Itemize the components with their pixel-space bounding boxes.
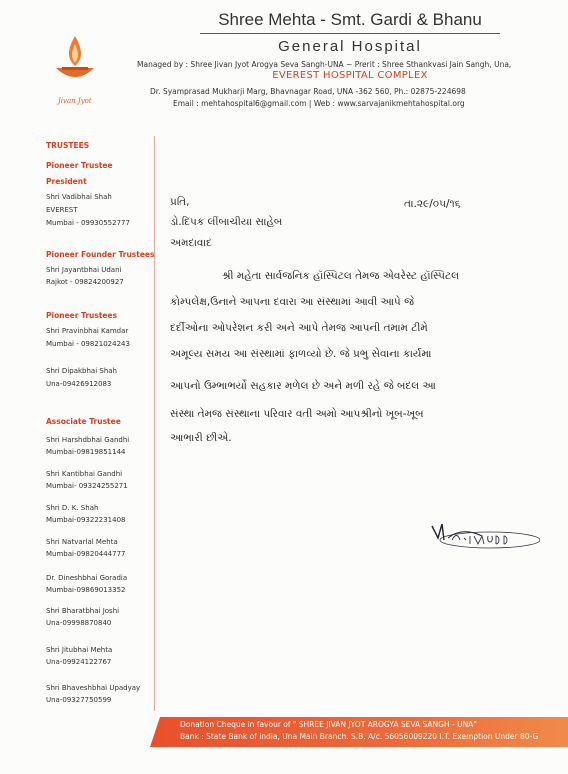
associate-name: Dr. Dineshbhai Goradia: [46, 574, 128, 582]
associate-name: Shri Harshdbhai Gandhi: [46, 436, 130, 444]
hospital-subtitle: General Hospital: [278, 38, 422, 55]
body-line: આભારી છીએ.: [170, 432, 232, 444]
associate-phone: Una-09327750599: [46, 696, 112, 704]
body-line: આપનો ઉમ્ભાભર્યો સહકાર મળેલ છે અને મળી રહે જે બદલ આ: [170, 380, 436, 392]
complex-name: EVEREST HOSPITAL COMPLEX: [272, 70, 428, 81]
managed-by-line: Managed by : Shree Jivan Jyot Arogya Seva Sangh-UNA ~ Prerit : Shree Sthankvasi Jain Sangh, Una,: [137, 60, 512, 69]
body-line: સંસ્થા તેમજ સંસ્થાના પરિવાર વતી અમો આપશ્રીનો ખૂબ-ખૂબ: [170, 408, 424, 420]
associate-name: Shri Natvarlal Mehta: [46, 538, 118, 546]
associate-name: Shri D. K. Shah: [46, 504, 99, 512]
trustee-phone: Una-09426912083: [46, 380, 112, 388]
pioneer-trustee-heading: Pioneer Trustee: [46, 161, 113, 170]
associate-phone: Una-09998870840: [46, 619, 112, 627]
trustee-name: Shri Pravinbhai Kamdar: [46, 327, 129, 335]
founder-phone: Rajkot - 09824200927: [46, 278, 124, 286]
sidebar-divider: [154, 136, 155, 711]
founder-name: Shri Jayantbhai Udani: [46, 266, 122, 274]
letter-date: તા.૨૯/૦૫/૧૬: [404, 198, 461, 210]
associate-heading: Associate Trustee: [46, 417, 121, 426]
president-org: EVEREST: [46, 206, 78, 214]
president-phone: Mumbai - 09930552777: [46, 219, 130, 227]
pioneer-trustees-heading: Pioneer Trustees: [46, 311, 118, 320]
handwritten-signature: [430, 518, 540, 552]
associate-phone: Una-09924122767: [46, 658, 112, 666]
header-divider: [200, 33, 500, 34]
associate-name: Shri Kantibhai Gandhi: [46, 470, 123, 478]
diya-lamp-logo: [52, 34, 98, 88]
associate-name: Shri Bhaveshbhai Upadyay: [46, 684, 141, 692]
trustee-phone: Mumbai - 09821024243: [46, 340, 130, 348]
associate-name: Shri Bharatbhai Joshi: [46, 607, 120, 615]
trustees-heading: TRUSTEES: [46, 141, 90, 150]
associate-phone: Mumbai-09322231408: [46, 516, 126, 524]
salutation: પ્રતિ,: [170, 196, 190, 208]
body-line: શ્રી મહેતા સાર્વજનિક હૉસ્પિટલ તેમજ એવરેસ્ટ હૉસ્પિટલ: [222, 270, 460, 282]
associate-phone: Mumbai-09819851144: [46, 448, 126, 456]
contact-line: Email : mehtahospital6@gmail.com | Web : www.sarvajanikmehtahospital.org: [173, 99, 465, 108]
associate-name: Shri Jitubhai Mehta: [46, 646, 113, 654]
president-name: Shri Vadibhai Shah: [46, 193, 112, 201]
associate-phone: Mumbai- 09324255271: [46, 482, 128, 490]
body-line: કોમ્પલેક્ષ,ઉનાને આપના દવારા આ સંસ્થામાં આવી આપે જે: [170, 296, 415, 308]
president-heading: President: [46, 177, 87, 186]
hospital-name: Shree Mehta - Smt. Gardi & Bhanu: [218, 10, 482, 29]
address-line: Dr. Syamprasad Mukharji Marg, Bhavnagar Road, UNA -362 560, Ph.: 02875-224698: [150, 87, 466, 96]
logo-caption: Jivan Jyot: [58, 97, 92, 105]
body-line: દર્દીઓના ઓપરેશન કરી અને આપે તેમજ આપની તમામ ટીમે: [170, 322, 428, 334]
trustee-name: Shri Dipakbhai Shah: [46, 367, 117, 375]
associate-phone: Mumbai-09820444777: [46, 550, 126, 558]
recipient-name: ડો.દિપક લીંબાચીયા સાહેબ: [170, 216, 283, 228]
body-line: અમૂલ્ય સમય આ સંસ્થામાં ફાળવ્યો છે. જે પ્રભુ સેવાના કાર્યમા: [170, 348, 432, 360]
donation-line: Donation Cheque in favour of " SHREE JIVAN JYOT AROGYA SEVA SANGH - UNA": [180, 720, 477, 729]
recipient-city: અમદાવાદ: [170, 237, 212, 249]
bank-details-line: Bank : State Bank of india, Una Main Branch. S.B. A/c. 56056009220 I.T. Exemption Under 80-G: [180, 732, 539, 741]
associate-phone: Mumbai-09869013352: [46, 586, 126, 594]
founder-heading: Pioneer Founder Trustees: [46, 250, 155, 259]
